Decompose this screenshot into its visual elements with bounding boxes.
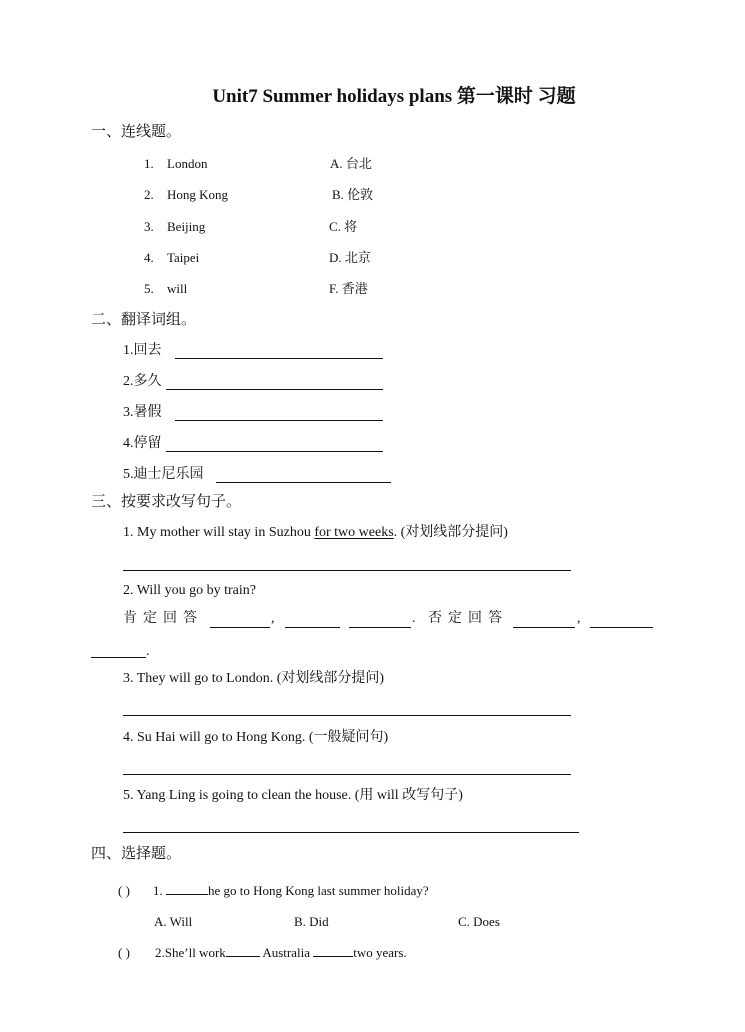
choice-q1-text: he go to Hong Kong last summer holiday? — [208, 883, 429, 898]
choice-q2-text-c: two years. — [353, 945, 407, 960]
answer-line-5 — [216, 482, 391, 483]
match-left-num-4: 4. — [144, 250, 154, 265]
translate-item-3: 3.暑假 — [123, 405, 162, 420]
match-left-item-1: London — [167, 156, 208, 171]
choice-paren-2: ( ) — [118, 945, 130, 960]
negative-blank-3 — [91, 657, 146, 658]
positive-period: . — [412, 611, 416, 626]
section2-heading: 二、翻译词组。 — [91, 312, 197, 328]
rewrite-question-4: 4. Su Hai will go to Hong Kong. (一般疑问句) — [123, 730, 389, 745]
positive-answer-label: 肯定回答 — [123, 611, 203, 626]
answer-line-4 — [166, 451, 383, 452]
match-left-item-2: Hong Kong — [167, 187, 229, 202]
rewrite-answer-line-5 — [123, 832, 579, 833]
positive-blank-3 — [349, 627, 411, 628]
rewrite-question-1 — [123, 526, 508, 540]
match-left-num-5: 5. — [144, 281, 154, 296]
negative-blank-2 — [590, 627, 653, 628]
negative-comma: , — [577, 611, 581, 626]
choice-q1-blank — [166, 884, 208, 895]
match-right-item-d: D. 北京 — [329, 250, 371, 265]
section4-heading: 四、选择题。 — [91, 846, 182, 862]
choice-q2-blank-1 — [226, 946, 260, 957]
choice-q2-text-b: Australia — [259, 945, 314, 960]
answer-line-1 — [175, 358, 383, 359]
positive-comma: , — [271, 611, 275, 626]
rewrite-answer-line-4 — [123, 774, 571, 775]
match-left-item-3: Beijing — [167, 219, 206, 234]
match-right-item-a: A. 台北 — [330, 156, 372, 171]
match-left-num-3: 3. — [144, 219, 154, 234]
match-left-item-4: Taipei — [167, 250, 200, 265]
choice-option-b: B. Did — [294, 914, 329, 929]
q1-underlined-phrase: for two weeks — [314, 525, 394, 540]
rewrite-answer-line-1 — [123, 570, 571, 571]
choice-q1-num: 1. — [153, 883, 166, 898]
match-left-num-2: 2. — [144, 187, 154, 202]
translate-item-2: 2.多久 — [123, 374, 162, 389]
negative-period: . — [146, 644, 150, 659]
choice-question-2 — [155, 946, 407, 959]
choice-option-a: A. Will — [154, 914, 193, 929]
page-title: Unit7 Summer holidays plans 第一课时 习题 — [212, 86, 576, 107]
rewrite-question-3: 3. They will go to London. (对划线部分提问) — [123, 671, 385, 686]
match-right-item-b: B. 伦敦 — [332, 187, 374, 202]
choice-paren-1: ( ) — [118, 883, 130, 898]
rewrite-question-2: 2. Will you go by train? — [123, 583, 256, 598]
positive-blank-1 — [210, 627, 270, 628]
section1-heading: 一、连线题。 — [91, 124, 182, 140]
rewrite-answer-line-3 — [123, 715, 571, 716]
negative-blank-1 — [513, 627, 575, 628]
q1-text-pre: 1. My mother will stay in Suzhou — [123, 525, 315, 540]
q1-text-post: . (对划线部分提问) — [393, 525, 508, 540]
rewrite-question-5: 5. Yang Ling is going to clean the house. (用 will 改写句子) — [123, 788, 463, 803]
match-left-item-5: will — [167, 281, 188, 296]
choice-question-1 — [153, 884, 429, 897]
answer-line-3 — [175, 420, 383, 421]
choice-q2-text-a: 2.She’ll work — [155, 945, 226, 960]
choice-option-c: C. Does — [458, 914, 500, 929]
match-left-num-1: 1. — [144, 156, 154, 171]
negative-answer-label: 否定回答 — [428, 611, 508, 626]
section3-heading: 三、按要求改写句子。 — [91, 494, 242, 510]
choice-q2-blank-2 — [313, 946, 353, 957]
translate-item-4: 4.停留 — [123, 436, 162, 451]
match-right-item-f: F. 香港 — [329, 281, 368, 296]
answer-line-2 — [166, 389, 383, 390]
match-right-item-c: C. 将 — [329, 219, 358, 234]
positive-blank-2 — [285, 627, 340, 628]
translate-item-5: 5.迪士尼乐园 — [123, 467, 204, 482]
translate-item-1: 1.回去 — [123, 343, 162, 358]
